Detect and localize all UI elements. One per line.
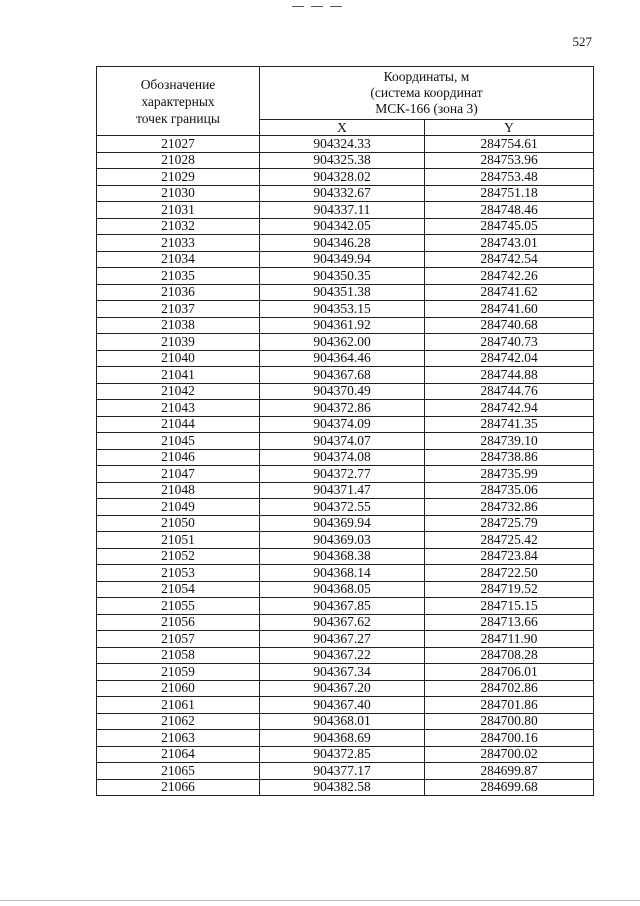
x-coordinate-cell: 904374.07	[260, 433, 425, 450]
table-row	[97, 515, 594, 532]
point-id-cell: 21048	[97, 482, 260, 499]
x-coordinate-cell: 904367.40	[260, 697, 425, 714]
y-coordinate-cell: 284754.61	[425, 136, 594, 153]
x-coordinate-cell: 904367.20	[260, 680, 425, 697]
header-line: характерных	[141, 93, 215, 109]
point-id-cell: 21053	[97, 565, 260, 582]
point-id-cell: 21064	[97, 746, 260, 763]
point-id-cell: 21049	[97, 499, 260, 516]
table-row	[97, 779, 594, 796]
table-row	[97, 169, 594, 186]
table-row	[97, 251, 594, 268]
x-coordinate-cell: 904346.28	[260, 235, 425, 252]
point-id-cell: 21055	[97, 598, 260, 615]
x-coordinate-cell: 904349.94	[260, 251, 425, 268]
x-coordinate-cell: 904337.11	[260, 202, 425, 219]
table-row	[97, 647, 594, 664]
table-row	[97, 713, 594, 730]
y-coordinate-cell: 284725.42	[425, 532, 594, 549]
point-id-cell: 21034	[97, 251, 260, 268]
point-id-cell: 21030	[97, 185, 260, 202]
table-row	[97, 185, 594, 202]
point-id-cell: 21035	[97, 268, 260, 285]
point-id-cell: 21057	[97, 631, 260, 648]
x-coordinate-cell: 904367.22	[260, 647, 425, 664]
point-id-cell: 21059	[97, 664, 260, 681]
table-row	[97, 565, 594, 582]
x-coordinate-cell: 904367.34	[260, 664, 425, 681]
x-coordinate-cell: 904368.38	[260, 548, 425, 565]
table-row	[97, 746, 594, 763]
x-coordinate-cell: 904382.58	[260, 779, 425, 796]
coordinates-header	[260, 67, 594, 120]
point-id-cell: 21063	[97, 730, 260, 747]
x-coordinate-cell: 904350.35	[260, 268, 425, 285]
y-coordinate-cell: 284713.66	[425, 614, 594, 631]
x-coordinate-cell: 904377.17	[260, 763, 425, 780]
header-line: Обозначение	[140, 76, 216, 92]
table-row	[97, 301, 594, 318]
x-coordinate-cell: 904372.55	[260, 499, 425, 516]
header-line: точек границы	[136, 110, 220, 126]
x-coordinate-cell: 904372.77	[260, 466, 425, 483]
y-coordinate-cell: 284740.73	[425, 334, 594, 351]
y-coordinate-cell: 284701.86	[425, 697, 594, 714]
table-row	[97, 581, 594, 598]
y-coordinate-cell: 284751.18	[425, 185, 594, 202]
table-row	[97, 598, 594, 615]
y-coordinate-cell: 284706.01	[425, 664, 594, 681]
y-coordinate-cell: 284741.60	[425, 301, 594, 318]
table-row	[97, 614, 594, 631]
x-coordinate-cell: 904324.33	[260, 136, 425, 153]
table-row	[97, 697, 594, 714]
x-coordinate-cell: 904368.05	[260, 581, 425, 598]
y-coordinate-cell: 284741.35	[425, 416, 594, 433]
table-row	[97, 664, 594, 681]
table-row	[97, 350, 594, 367]
table-body	[97, 136, 594, 796]
dash-mark	[311, 6, 323, 7]
point-id-cell: 21031	[97, 202, 260, 219]
y-coordinate-cell: 284753.48	[425, 169, 594, 186]
x-column-header: X	[260, 120, 425, 136]
x-coordinate-cell: 904361.92	[260, 317, 425, 334]
y-coordinate-cell: 284715.15	[425, 598, 594, 615]
point-id-cell: 21062	[97, 713, 260, 730]
x-coordinate-cell: 904351.38	[260, 284, 425, 301]
x-coordinate-cell: 904372.85	[260, 746, 425, 763]
point-id-cell: 21043	[97, 400, 260, 417]
page-number: 527	[572, 34, 592, 49]
x-coordinate-cell: 904369.03	[260, 532, 425, 549]
dash-mark	[292, 6, 304, 7]
y-coordinate-cell: 284743.01	[425, 235, 594, 252]
y-coordinate-cell: 284748.46	[425, 202, 594, 219]
x-coordinate-cell: 904369.94	[260, 515, 425, 532]
y-coordinate-cell: 284711.90	[425, 631, 594, 648]
y-coordinate-cell: 284742.04	[425, 350, 594, 367]
table-row	[97, 680, 594, 697]
point-id-cell: 21040	[97, 350, 260, 367]
dash-mark	[330, 6, 342, 7]
point-id-cell: 21047	[97, 466, 260, 483]
header-line: (система координат	[370, 85, 483, 100]
table-row	[97, 284, 594, 301]
point-id-cell: 21032	[97, 218, 260, 235]
y-coordinate-cell: 284699.87	[425, 763, 594, 780]
x-coordinate-cell: 904325.38	[260, 152, 425, 169]
point-id-cell: 21061	[97, 697, 260, 714]
table-row	[97, 548, 594, 565]
x-coordinate-cell: 904367.27	[260, 631, 425, 648]
table-row	[97, 449, 594, 466]
x-coordinate-cell: 904371.47	[260, 482, 425, 499]
x-coordinate-cell: 904367.68	[260, 367, 425, 384]
point-id-cell: 21037	[97, 301, 260, 318]
x-coordinate-cell: 904368.69	[260, 730, 425, 747]
table-row	[97, 763, 594, 780]
point-id-cell: 21028	[97, 152, 260, 169]
table-row	[97, 730, 594, 747]
y-coordinate-cell: 284725.79	[425, 515, 594, 532]
y-coordinate-cell: 284708.28	[425, 647, 594, 664]
table-row	[97, 383, 594, 400]
x-coordinate-cell: 904342.05	[260, 218, 425, 235]
y-coordinate-cell: 284719.52	[425, 581, 594, 598]
point-id-cell: 21036	[97, 284, 260, 301]
table-row	[97, 433, 594, 450]
point-id-cell: 21029	[97, 169, 260, 186]
y-coordinate-cell: 284742.26	[425, 268, 594, 285]
table-row	[97, 466, 594, 483]
y-coordinate-cell: 284745.05	[425, 218, 594, 235]
y-coordinate-cell: 284738.86	[425, 449, 594, 466]
x-coordinate-cell: 904367.62	[260, 614, 425, 631]
y-coordinate-cell: 284744.88	[425, 367, 594, 384]
table-row	[97, 499, 594, 516]
table-row	[97, 235, 594, 252]
y-coordinate-cell: 284700.02	[425, 746, 594, 763]
x-coordinate-cell: 904332.67	[260, 185, 425, 202]
x-coordinate-cell: 904362.00	[260, 334, 425, 351]
point-id-cell: 21056	[97, 614, 260, 631]
x-coordinate-cell: 904372.86	[260, 400, 425, 417]
coordinates-table	[96, 66, 594, 796]
y-coordinate-cell: 284723.84	[425, 548, 594, 565]
table-row	[97, 482, 594, 499]
table-row	[97, 416, 594, 433]
point-id-cell: 21054	[97, 581, 260, 598]
x-coordinate-cell: 904368.14	[260, 565, 425, 582]
y-coordinate-cell: 284700.80	[425, 713, 594, 730]
point-designation-header	[97, 67, 260, 136]
x-coordinate-cell: 904368.01	[260, 713, 425, 730]
y-coordinate-cell: 284741.62	[425, 284, 594, 301]
point-id-cell: 21052	[97, 548, 260, 565]
table-row	[97, 532, 594, 549]
table-row	[97, 136, 594, 153]
y-coordinate-cell: 284739.10	[425, 433, 594, 450]
table-row	[97, 400, 594, 417]
y-coordinate-cell: 284732.86	[425, 499, 594, 516]
point-id-cell: 21058	[97, 647, 260, 664]
top-dash-marks	[292, 6, 342, 7]
y-coordinate-cell: 284742.54	[425, 251, 594, 268]
x-coordinate-cell: 904370.49	[260, 383, 425, 400]
y-coordinate-cell: 284753.96	[425, 152, 594, 169]
x-coordinate-cell: 904364.46	[260, 350, 425, 367]
table-row	[97, 152, 594, 169]
x-coordinate-cell: 904374.09	[260, 416, 425, 433]
table-row	[97, 218, 594, 235]
x-coordinate-cell: 904367.85	[260, 598, 425, 615]
point-id-cell: 21050	[97, 515, 260, 532]
y-coordinate-cell: 284700.16	[425, 730, 594, 747]
y-coordinate-cell: 284735.99	[425, 466, 594, 483]
point-id-cell: 21051	[97, 532, 260, 549]
point-id-cell: 21038	[97, 317, 260, 334]
x-coordinate-cell: 904328.02	[260, 169, 425, 186]
y-coordinate-cell: 284699.68	[425, 779, 594, 796]
table-row	[97, 268, 594, 285]
y-coordinate-cell: 284742.94	[425, 400, 594, 417]
point-id-cell: 21046	[97, 449, 260, 466]
header-line: Координаты, м	[383, 69, 470, 84]
header-line: МСК-166 (зона 3)	[375, 101, 478, 116]
point-id-cell: 21033	[97, 235, 260, 252]
y-coordinate-cell: 284744.76	[425, 383, 594, 400]
point-id-cell: 21039	[97, 334, 260, 351]
y-coordinate-cell: 284702.86	[425, 680, 594, 697]
point-id-cell: 21027	[97, 136, 260, 153]
x-coordinate-cell: 904353.15	[260, 301, 425, 318]
table-row	[97, 317, 594, 334]
point-id-cell: 21060	[97, 680, 260, 697]
point-id-cell: 21066	[97, 779, 260, 796]
y-column-header: Y	[425, 120, 594, 136]
point-id-cell: 21044	[97, 416, 260, 433]
y-coordinate-cell: 284735.06	[425, 482, 594, 499]
table-row	[97, 202, 594, 219]
y-coordinate-cell: 284740.68	[425, 317, 594, 334]
point-id-cell: 21045	[97, 433, 260, 450]
y-coordinate-cell: 284722.50	[425, 565, 594, 582]
table-row	[97, 631, 594, 648]
point-id-cell: 21065	[97, 763, 260, 780]
point-id-cell: 21041	[97, 367, 260, 384]
table-row	[97, 334, 594, 351]
x-coordinate-cell: 904374.08	[260, 449, 425, 466]
bottom-edge-line	[0, 900, 640, 901]
point-id-cell: 21042	[97, 383, 260, 400]
table-row	[97, 367, 594, 384]
